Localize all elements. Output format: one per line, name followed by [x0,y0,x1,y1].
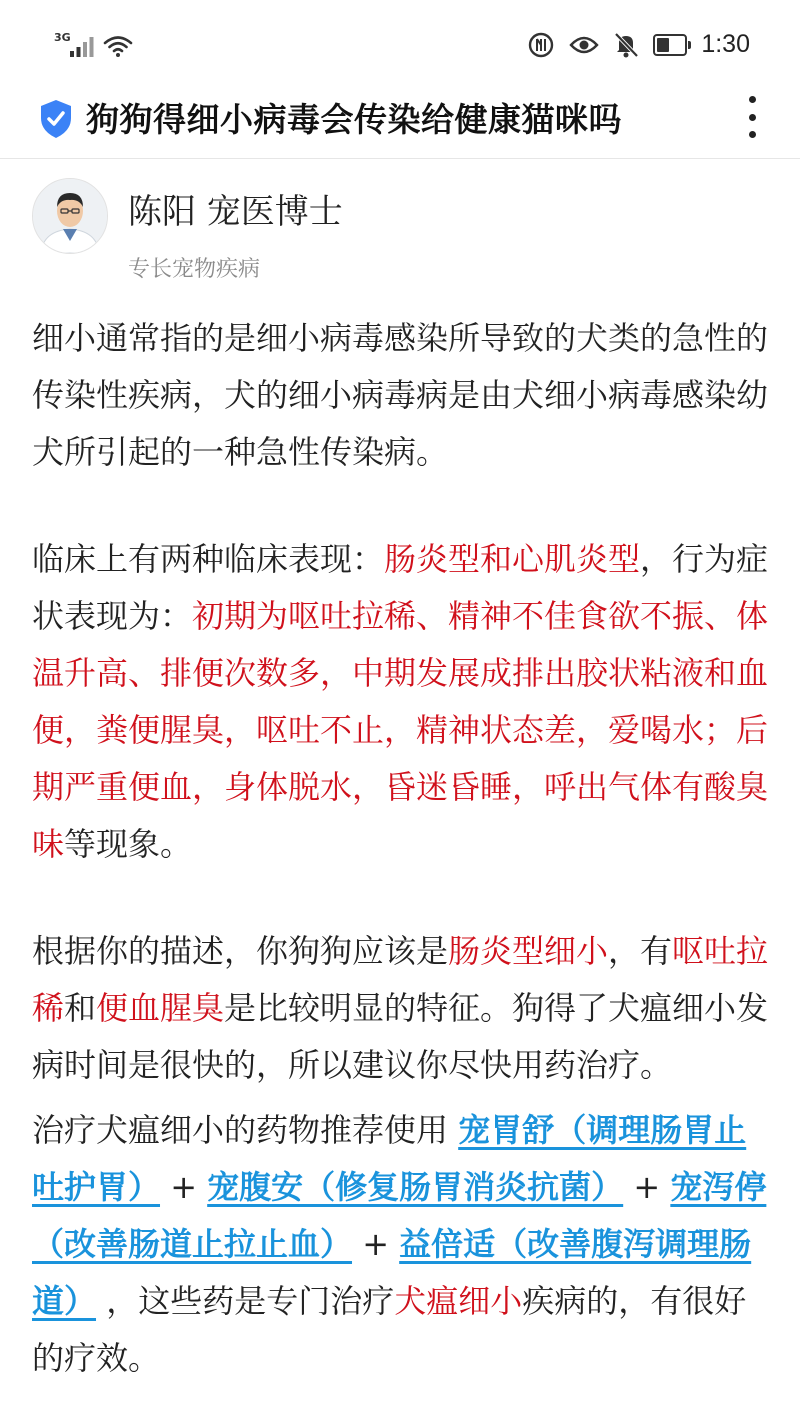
battery-fill [657,38,668,52]
battery-icon [653,34,687,56]
highlight-text: 犬瘟细小 [394,1282,523,1320]
article-content [32,310,772,1387]
paragraph-text: 细小通常指的是细小病毒感染所导致的犬类的急性的传染性疾病，犬的细小病毒病是由犬细小病毒感染幼犬所引起的一种急性传染病。 [32,319,769,471]
author-card [0,160,800,290]
page-title: 狗狗得细小病毒会传染给健康猫咪吗 [86,100,622,139]
product-link-chongfuan[interactable]: 宠腹安（修复肠胃消炎抗菌） [207,1168,624,1206]
doctor-avatar-image [33,179,107,253]
article-paragraph [32,923,772,1094]
product-link-chongxieting[interactable]: 宠泻停（改善肠道止拉止血） [32,1168,767,1263]
article-paragraph [32,531,772,873]
paragraph-text: 临床上有两种临床表现： [32,540,385,578]
mute-bell-icon [613,31,639,59]
status-right [527,30,750,59]
author-specialty: 专长宠物疾病 [128,257,261,282]
paragraph-text: 等现象。 [64,825,193,863]
paragraph-text: ，有 [608,932,673,970]
article-paragraph [32,1102,772,1387]
highlight-text: 便血腥臭 [96,989,225,1027]
network-type-label: 3G [54,31,71,44]
plus-sign: + [160,1168,208,1206]
verified-shield-icon [38,98,74,140]
status-time: 1:30 [701,30,750,58]
paragraph-text: 治疗犬瘟细小的药物推荐使用 [32,1111,459,1149]
status-left [52,31,133,58]
plus-sign: + [623,1168,671,1206]
article-paragraph [32,310,772,481]
highlight-text: 肠炎型细小 [448,932,609,970]
paragraph-text: ，行为症状表现为： [32,540,769,635]
paragraph-text: ，这些药是专门治疗 [96,1282,395,1320]
product-link-yibeishi[interactable]: 益倍适（改善腹泻调理肠道） [32,1225,752,1320]
paragraph-text: 疾病的，有很好的疗效。 [32,1282,747,1377]
status-bar [0,0,800,90]
eye-comfort-icon [569,34,599,56]
highlight-text: 呕吐拉稀 [32,932,769,1027]
highlight-text: 肠炎型和心肌炎型 [384,540,641,578]
highlight-text: 初期为呕吐拉稀、精神不佳食欲不振、体温升高、排便次数多，中期发展成排出胶状粘液和血便，粪便腥臭，呕吐不止，精神状态差，爱喝水；后期严重便血，身体脱水，昏迷昏睡，呼出气体有酸臭味 [32,597,769,863]
paragraph-text: 是比较明显的特征。狗得了犬瘟细小发病时间是很快的，所以建议你尽快用药治疗。 [32,989,769,1084]
paragraph-text: 根据你的描述，你狗狗应该是 [32,932,449,970]
nfc-icon [527,31,555,59]
menu-dot-icon [749,114,756,121]
more-menu-button[interactable] [744,96,760,138]
wifi-icon [103,34,133,58]
product-link-chongweishu[interactable]: 宠胃舒（调理肠胃止吐护胃） [32,1111,747,1206]
paragraph-text: 和 [64,989,97,1027]
menu-dot-icon [749,131,756,138]
title-bar [0,90,800,159]
author-name[interactable]: 陈阳 宠医博士 [128,192,343,232]
avatar[interactable] [32,178,108,254]
plus-sign: + [352,1225,400,1263]
cellular-signal-icon [69,36,95,58]
menu-dot-icon [749,96,756,103]
